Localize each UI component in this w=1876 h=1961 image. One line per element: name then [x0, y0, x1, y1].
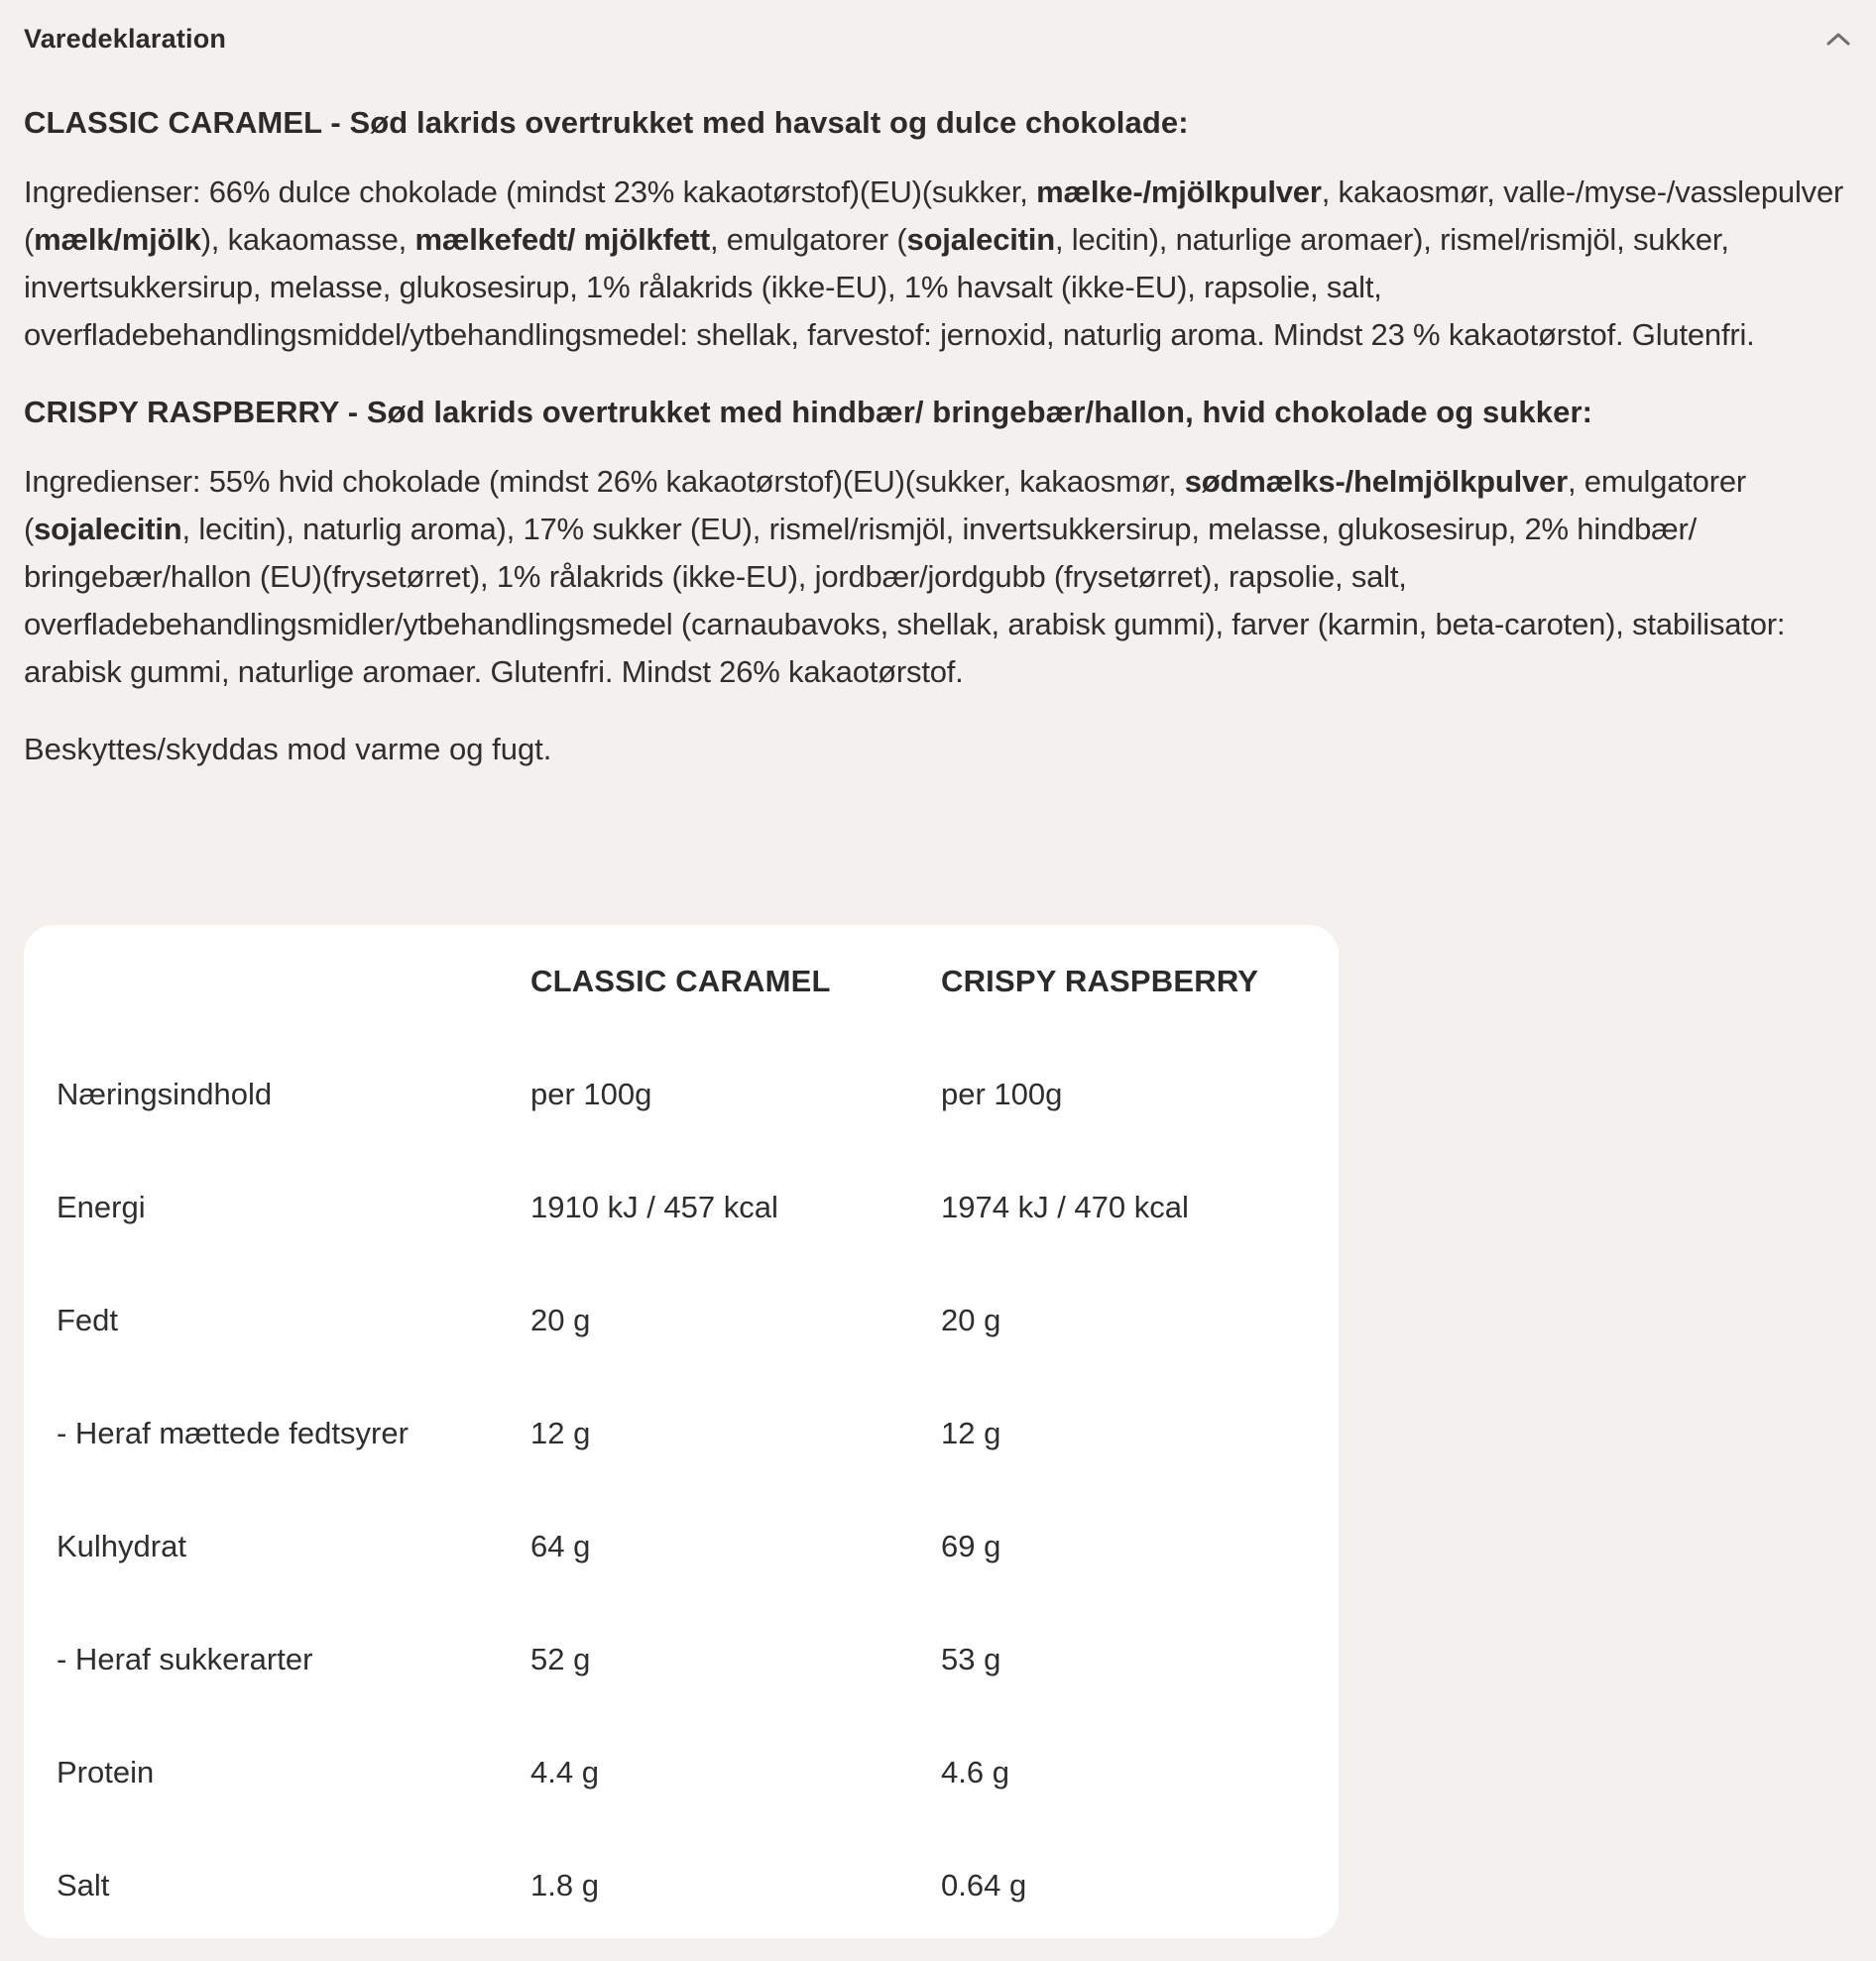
table-row — [24, 1490, 1339, 1603]
nutrient-label: - Heraf sukkerarter — [57, 1642, 313, 1676]
nutrient-value-classic-caramel: 1910 kJ / 457 kcal — [530, 1190, 778, 1224]
table-row — [24, 1038, 1339, 1151]
ingredient-text: , lecitin), naturlige aromaer), rismel/rismjöl, sukker, invertsukkersirup, melasse, glukosesirup, 1% rålakrids (ikke-EU), 1% havsalt (ikke-EU), rapsolie, salt, overfladebehandlingsmiddel/ytbehandlingsmedel: shellak, farvestof: jernoxid, naturlig aroma. Mindst 23 % kakaotørstof. Glutenfri. — [24, 222, 1755, 352]
allergen-text: sojalecitin — [34, 512, 182, 546]
nutrient-value-crispy-raspberry: 4.6 g — [941, 1755, 1009, 1789]
nutrient-value-crispy-raspberry: 53 g — [941, 1642, 1001, 1676]
nutrition-card — [24, 925, 1339, 1938]
accordion-content — [24, 99, 1858, 773]
ingredient-text: , emulgatorer ( — [24, 464, 1747, 546]
ingredient-text: ), kakaomasse, — [200, 222, 415, 257]
table-row — [24, 1603, 1339, 1716]
table-row — [24, 1151, 1339, 1264]
nutrient-value-crispy-raspberry: per 100g — [941, 1077, 1063, 1111]
nutrient-value-classic-caramel: 12 g — [530, 1416, 591, 1450]
nutrition-table — [24, 925, 1339, 1942]
nutrient-value-classic-caramel: 1.8 g — [530, 1868, 599, 1903]
allergen-text: sødmælks-/helmjölkpulver — [1184, 464, 1568, 499]
table-row — [24, 1829, 1339, 1942]
nutrient-label: Fedt — [57, 1303, 119, 1337]
column-header-classic-caramel: CLASSIC CARAMEL — [530, 964, 831, 998]
chevron-up-icon[interactable] — [1824, 25, 1852, 53]
nutrient-label: Energi — [57, 1190, 146, 1224]
ingredient-text: Ingredienser: 66% dulce chokolade (mindst 23% kakaotørstof)(EU)(sukker, — [24, 174, 1037, 209]
allergen-text: mælkefedt/ mjölkfett — [414, 222, 710, 257]
nutrient-label: Protein — [57, 1755, 155, 1789]
nutrient-value-crispy-raspberry: 0.64 g — [941, 1868, 1027, 1903]
table-header-row — [24, 925, 1339, 1038]
nutrient-value-classic-caramel: 4.4 g — [530, 1755, 599, 1789]
ingredients-classic-caramel — [24, 169, 1858, 359]
ingredient-text: , kakaosmør, valle-/myse-/vasslepulver ( — [24, 174, 1844, 257]
nutrient-value-classic-caramel: 64 g — [530, 1529, 591, 1563]
ingredient-text: , lecitin), naturlig aroma), 17% sukker (EU), rismel/rismjöl, invertsukkersirup, melasse, glukosesirup, 2% hindbær/ bringebær/hallon (EU)(frysetørret), 1% rålakrids (ikke-EU), jordbær/jordgubb (frysetørret), rapsolie, salt, overfladebehandlingsmidler/ytbehandlingsmedel (carnaubavoks, shellak, arabisk gummi), farver (karmin, beta-caroten), stabilisator: arabisk gummi, naturlige aromaer. Glutenfri. Mindst 26% kakaotørstof. — [24, 512, 1786, 689]
ingredient-text: Ingredienser: 55% hvid chokolade (mindst 26% kakaotørstof)(EU)(sukker, kakaosmør, — [24, 464, 1185, 499]
product-heading-classic-caramel: CLASSIC CARAMEL - Sød lakrids overtrukket med havsalt og dulce chokolade: — [24, 105, 1189, 140]
ingredients-crispy-raspberry — [24, 458, 1858, 696]
ingredient-text: , emulgatorer ( — [709, 222, 907, 257]
nutrient-label: - Heraf mættede fedtsyrer — [57, 1416, 409, 1450]
nutrient-value-classic-caramel: per 100g — [530, 1077, 652, 1111]
product-heading-crispy-raspberry: CRISPY RASPBERRY - Sød lakrids overtrukket med hindbær/ bringebær/hallon, hvid chokolade og sukker: — [24, 395, 1593, 429]
nutrient-value-crispy-raspberry: 12 g — [941, 1416, 1001, 1450]
column-header-crispy-raspberry: CRISPY RASPBERRY — [941, 964, 1259, 998]
accordion-title: Varedeklaration — [24, 23, 227, 54]
allergen-text: sojalecitin — [906, 222, 1055, 257]
nutrient-label: Kulhydrat — [57, 1529, 186, 1563]
nutrient-label: Næringsindhold — [57, 1077, 273, 1111]
table-row — [24, 1264, 1339, 1377]
nutrient-value-classic-caramel: 20 g — [530, 1303, 591, 1337]
varedeklaration-accordion-header[interactable] — [24, 18, 1852, 59]
nutrient-value-crispy-raspberry: 20 g — [941, 1303, 1001, 1337]
table-row — [24, 1377, 1339, 1490]
column-header-label — [24, 925, 530, 1038]
allergen-text: mælk/mjölk — [34, 222, 201, 257]
storage-note: Beskyttes/skyddas mod varme og fugt. — [24, 732, 552, 766]
nutrient-label: Salt — [57, 1868, 110, 1903]
nutrient-value-crispy-raspberry: 69 g — [941, 1529, 1001, 1563]
table-row — [24, 1716, 1339, 1829]
nutrient-value-classic-caramel: 52 g — [530, 1642, 591, 1676]
nutrient-value-crispy-raspberry: 1974 kJ / 470 kcal — [941, 1190, 1189, 1224]
allergen-text: mælke-/mjölkpulver — [1036, 174, 1322, 209]
